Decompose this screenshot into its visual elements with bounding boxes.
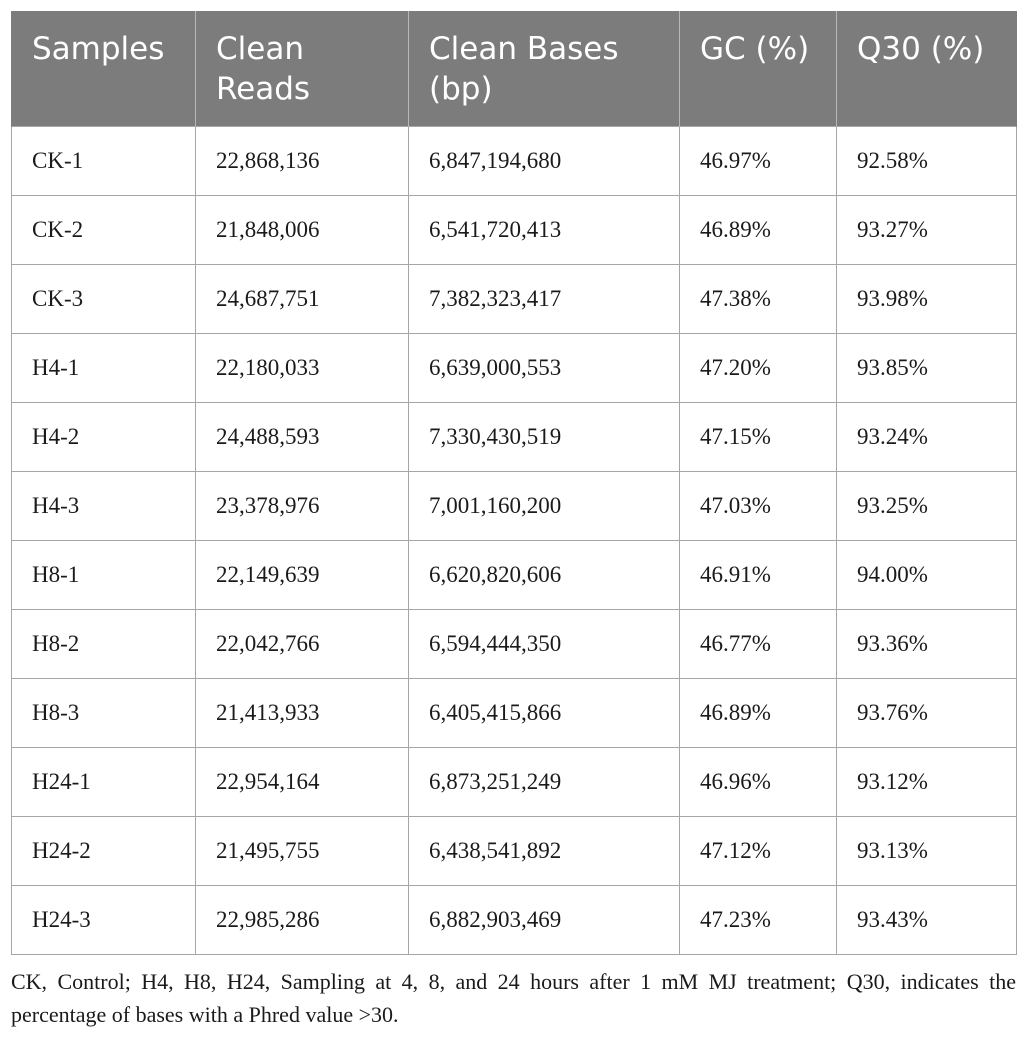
cell-clean-reads: 24,488,593	[196, 403, 409, 472]
cell-clean-bases: 7,382,323,417	[409, 265, 680, 334]
cell-clean-bases: 6,639,000,553	[409, 334, 680, 403]
cell-clean-bases: 7,001,160,200	[409, 472, 680, 541]
header-gc: GC (%)	[680, 11, 837, 127]
cell-q30: 93.85%	[837, 334, 1017, 403]
table-row	[12, 196, 1017, 265]
cell-clean-reads: 22,868,136	[196, 127, 409, 196]
cell-q30: 93.12%	[837, 748, 1017, 817]
cell-gc: 46.77%	[680, 610, 837, 679]
table-body	[12, 127, 1017, 955]
cell-q30: 93.24%	[837, 403, 1017, 472]
cell-clean-bases: 6,594,444,350	[409, 610, 680, 679]
table-row	[12, 127, 1017, 196]
cell-gc: 47.23%	[680, 886, 837, 955]
cell-clean-bases: 7,330,430,519	[409, 403, 680, 472]
cell-clean-bases: 6,873,251,249	[409, 748, 680, 817]
cell-sample: H4-1	[12, 334, 196, 403]
cell-clean-bases: 6,882,903,469	[409, 886, 680, 955]
header-clean-bases: Clean Bases (bp)	[409, 11, 680, 127]
cell-sample: H24-3	[12, 886, 196, 955]
sequencing-stats-table	[11, 11, 1017, 955]
header-samples: Samples	[12, 11, 196, 127]
cell-q30: 93.25%	[837, 472, 1017, 541]
table-row	[12, 610, 1017, 679]
cell-sample: H24-2	[12, 817, 196, 886]
cell-q30: 93.13%	[837, 817, 1017, 886]
table-row	[12, 817, 1017, 886]
cell-clean-reads: 21,848,006	[196, 196, 409, 265]
cell-clean-reads: 22,042,766	[196, 610, 409, 679]
cell-clean-bases: 6,620,820,606	[409, 541, 680, 610]
table-row	[12, 886, 1017, 955]
cell-sample: H8-2	[12, 610, 196, 679]
cell-clean-reads: 22,149,639	[196, 541, 409, 610]
cell-q30: 93.36%	[837, 610, 1017, 679]
cell-clean-reads: 24,687,751	[196, 265, 409, 334]
cell-gc: 46.89%	[680, 679, 837, 748]
cell-q30: 93.76%	[837, 679, 1017, 748]
data-table-container	[11, 11, 1016, 955]
cell-gc: 46.91%	[680, 541, 837, 610]
cell-gc: 46.89%	[680, 196, 837, 265]
table-row	[12, 334, 1017, 403]
table-row	[12, 679, 1017, 748]
cell-sample: H8-3	[12, 679, 196, 748]
cell-clean-reads: 22,180,033	[196, 334, 409, 403]
cell-gc: 47.15%	[680, 403, 837, 472]
cell-gc: 47.38%	[680, 265, 837, 334]
cell-clean-bases: 6,541,720,413	[409, 196, 680, 265]
cell-clean-reads: 23,378,976	[196, 472, 409, 541]
cell-gc: 47.20%	[680, 334, 837, 403]
cell-q30: 93.27%	[837, 196, 1017, 265]
cell-gc: 47.12%	[680, 817, 837, 886]
cell-sample: H24-1	[12, 748, 196, 817]
table-footnote: CK, Control; H4, H8, H24, Sampling at 4, 8, and 24 hours after 1 mM MJ treatment; Q30, indicates the percentage of bases with a Phred value >30.	[11, 969, 1016, 1027]
cell-sample: H4-2	[12, 403, 196, 472]
cell-q30: 93.98%	[837, 265, 1017, 334]
cell-gc: 46.97%	[680, 127, 837, 196]
table-header	[12, 11, 1017, 127]
cell-clean-bases: 6,847,194,680	[409, 127, 680, 196]
cell-sample: H8-1	[12, 541, 196, 610]
header-clean-reads: Clean Reads	[196, 11, 409, 127]
table-row	[12, 265, 1017, 334]
cell-gc: 46.96%	[680, 748, 837, 817]
table-row	[12, 541, 1017, 610]
cell-sample: H4-3	[12, 472, 196, 541]
table-row	[12, 403, 1017, 472]
cell-clean-bases: 6,438,541,892	[409, 817, 680, 886]
table-row	[12, 748, 1017, 817]
cell-clean-reads: 22,985,286	[196, 886, 409, 955]
cell-clean-reads: 21,495,755	[196, 817, 409, 886]
header-row	[12, 11, 1017, 127]
cell-sample: CK-2	[12, 196, 196, 265]
cell-sample: CK-3	[12, 265, 196, 334]
cell-clean-reads: 22,954,164	[196, 748, 409, 817]
cell-q30: 92.58%	[837, 127, 1017, 196]
table-row	[12, 472, 1017, 541]
header-q30: Q30 (%)	[837, 11, 1017, 127]
cell-gc: 47.03%	[680, 472, 837, 541]
cell-q30: 94.00%	[837, 541, 1017, 610]
cell-q30: 93.43%	[837, 886, 1017, 955]
cell-clean-reads: 21,413,933	[196, 679, 409, 748]
cell-sample: CK-1	[12, 127, 196, 196]
cell-clean-bases: 6,405,415,866	[409, 679, 680, 748]
